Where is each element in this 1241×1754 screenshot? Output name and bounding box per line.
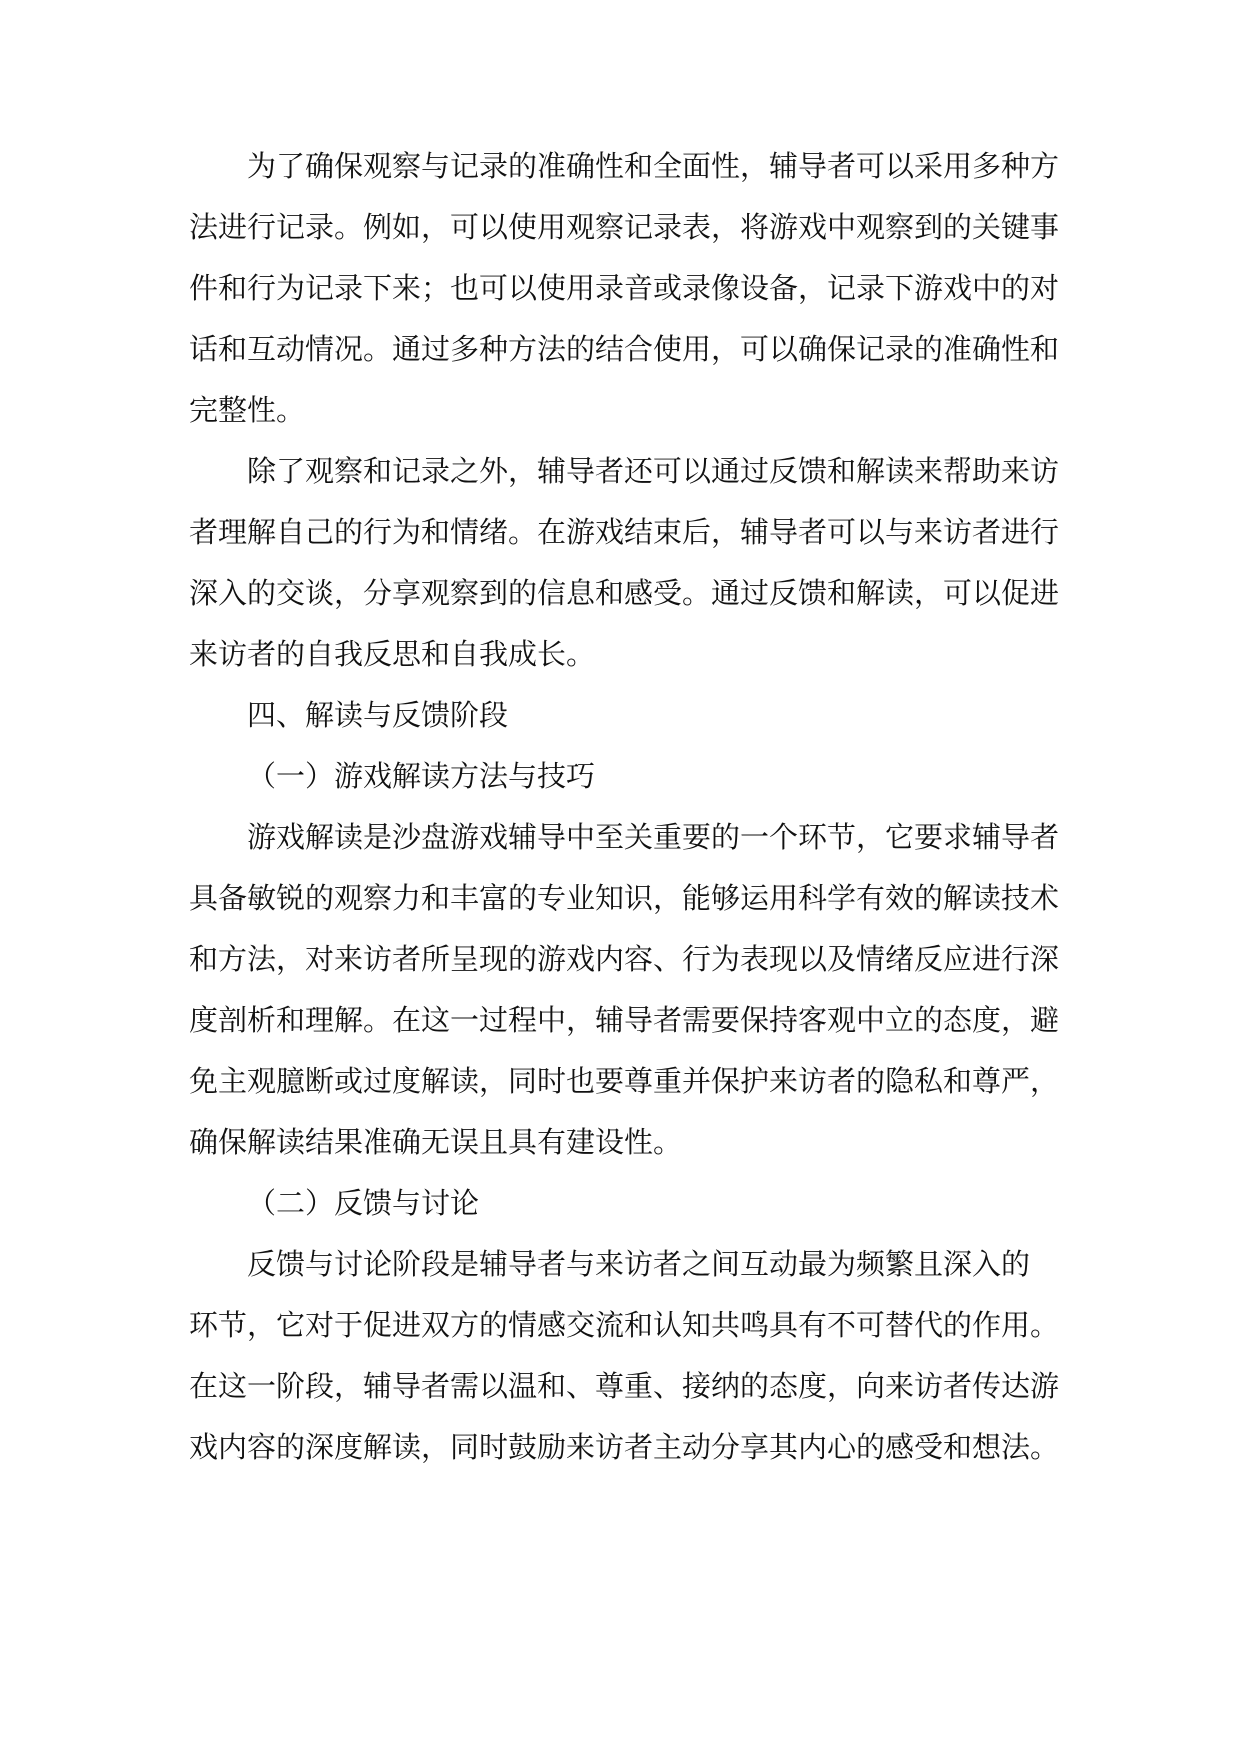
text-line: 件和行为记录下来；也可以使用录音或录像设备，记录下游戏中的对 — [189, 271, 1060, 305]
text-line: 戏内容的深度解读，同时鼓励来访者主动分享其内心的感受和想法。 — [189, 1430, 1060, 1464]
subsection-heading: （一）游戏解读方法与技巧 — [247, 759, 596, 793]
section-heading: 四、解读与反馈阶段 — [247, 698, 509, 732]
text-line: 度剖析和理解。在这一过程中，辅导者需要保持客观中立的态度，避 — [189, 1003, 1060, 1037]
text-line: 来访者的自我反思和自我成长。 — [189, 637, 596, 671]
text-line: 和方法，对来访者所呈现的游戏内容、行为表现以及情绪反应进行深 — [189, 942, 1060, 976]
text-line: 法进行记录。例如，可以使用观察记录表，将游戏中观察到的关键事 — [189, 210, 1060, 244]
text-line: 除了观察和记录之外，辅导者还可以通过反馈和解读来帮助来访 — [247, 454, 1060, 488]
text-line: 者理解自己的行为和情绪。在游戏结束后，辅导者可以与来访者进行 — [189, 515, 1060, 549]
text-line: 话和互动情况。通过多种方法的结合使用，可以确保记录的准确性和 — [189, 332, 1060, 366]
text-line: 游戏解读是沙盘游戏辅导中至关重要的一个环节，它要求辅导者 — [247, 820, 1060, 854]
text-line: 确保解读结果准确无误且具有建设性。 — [189, 1125, 683, 1159]
text-line: 环节，它对于促进双方的情感交流和认知共鸣具有不可替代的作用。 — [189, 1308, 1060, 1342]
text-line: 深入的交谈，分享观察到的信息和感受。通过反馈和解读，可以促进 — [189, 576, 1060, 610]
text-line: 在这一阶段，辅导者需以温和、尊重、接纳的态度，向来访者传达游 — [189, 1369, 1060, 1403]
text-line: 免主观臆断或过度解读，同时也要尊重并保护来访者的隐私和尊严， — [189, 1064, 1060, 1098]
text-line: 反馈与讨论阶段是辅导者与来访者之间互动最为频繁且深入的 — [247, 1247, 1031, 1281]
subsection-heading: （二）反馈与讨论 — [247, 1186, 480, 1220]
text-line: 为了确保观察与记录的准确性和全面性，辅导者可以采用多种方 — [247, 149, 1060, 183]
text-line: 完整性。 — [189, 393, 306, 427]
text-line: 具备敏锐的观察力和丰富的专业知识，能够运用科学有效的解读技术 — [189, 881, 1060, 915]
